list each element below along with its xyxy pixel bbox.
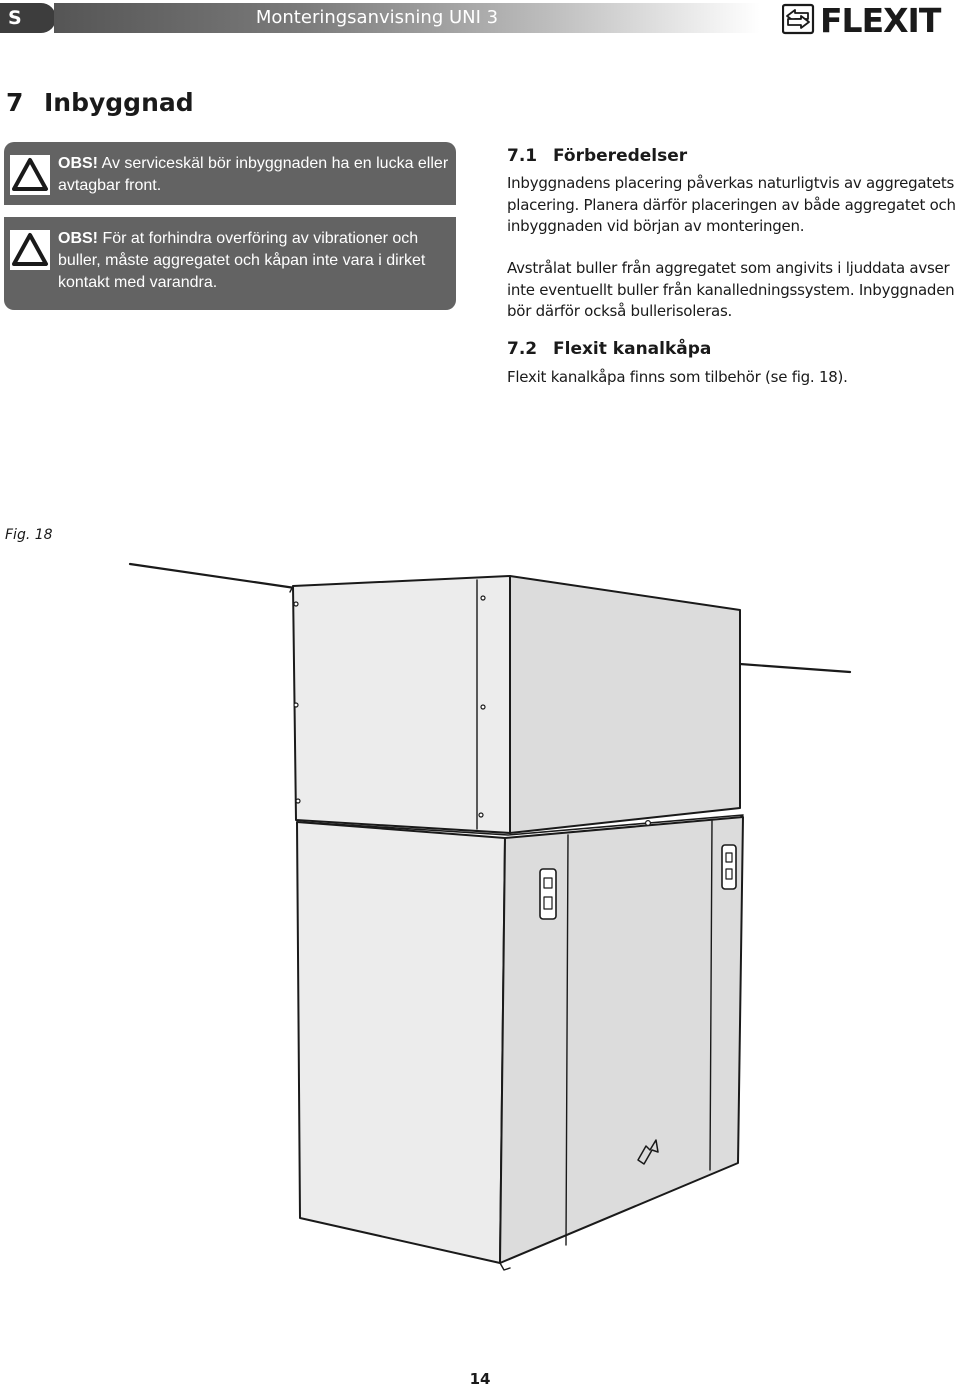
page-number: 14	[469, 1370, 491, 1388]
section-heading-7-1	[507, 146, 687, 166]
warning-triangle-icon	[10, 230, 50, 270]
warning-text-1	[58, 153, 454, 197]
warning-body-2: För at forhindra overföring av vibrationer och buller, måste aggregatet och kåpan inte vara i dirket kontakt med varandra.	[58, 230, 426, 291]
warning-triangle-icon	[10, 155, 50, 195]
section-heading-7-2	[507, 339, 711, 359]
language-badge: S	[0, 3, 56, 33]
chapter-heading	[6, 88, 194, 117]
section-title: Förberedelser	[553, 146, 688, 166]
warning-text-2	[58, 228, 454, 294]
warning-body-1: Av serviceskäl bör inbyggnaden ha en lucka eller avtagbar front.	[58, 155, 449, 194]
paragraph: Avstrålat buller från aggregatet som angivits i ljuddata avser inte eventuellt buller från kanalledningssystem. Inbyggnaden bör därför också bullerisoleras.	[507, 259, 955, 320]
duct-cover-illustration	[0, 540, 960, 1280]
section-number: 7.2	[507, 339, 538, 359]
warning-divider	[4, 205, 456, 217]
brand-wordmark: FLEXIT	[820, 2, 941, 36]
warning-box	[4, 142, 456, 310]
figure-caption: Fig. 18	[5, 527, 53, 543]
paragraph: Flexit kanalkåpa finns som tilbehör (se fig. 18).	[507, 368, 848, 386]
paragraph: Inbyggnadens placering påverkas naturligtvis av aggregatets placering. Planera därför placeringen av både aggregatet och inbyggnaden vid början av monteringen.	[507, 174, 956, 235]
flexit-logo-icon	[783, 5, 813, 33]
document-title: Monteringsanvisning UNI 3	[54, 3, 760, 33]
warning-label-2: OBS!	[58, 230, 98, 247]
flexit-logo	[782, 2, 958, 36]
section-number: 7.1	[507, 146, 538, 166]
chapter-number: 7	[6, 88, 24, 117]
warning-label-1: OBS!	[58, 155, 98, 172]
section-title: Flexit kanalkåpa	[553, 339, 712, 359]
chapter-title: Inbyggnad	[44, 88, 194, 117]
